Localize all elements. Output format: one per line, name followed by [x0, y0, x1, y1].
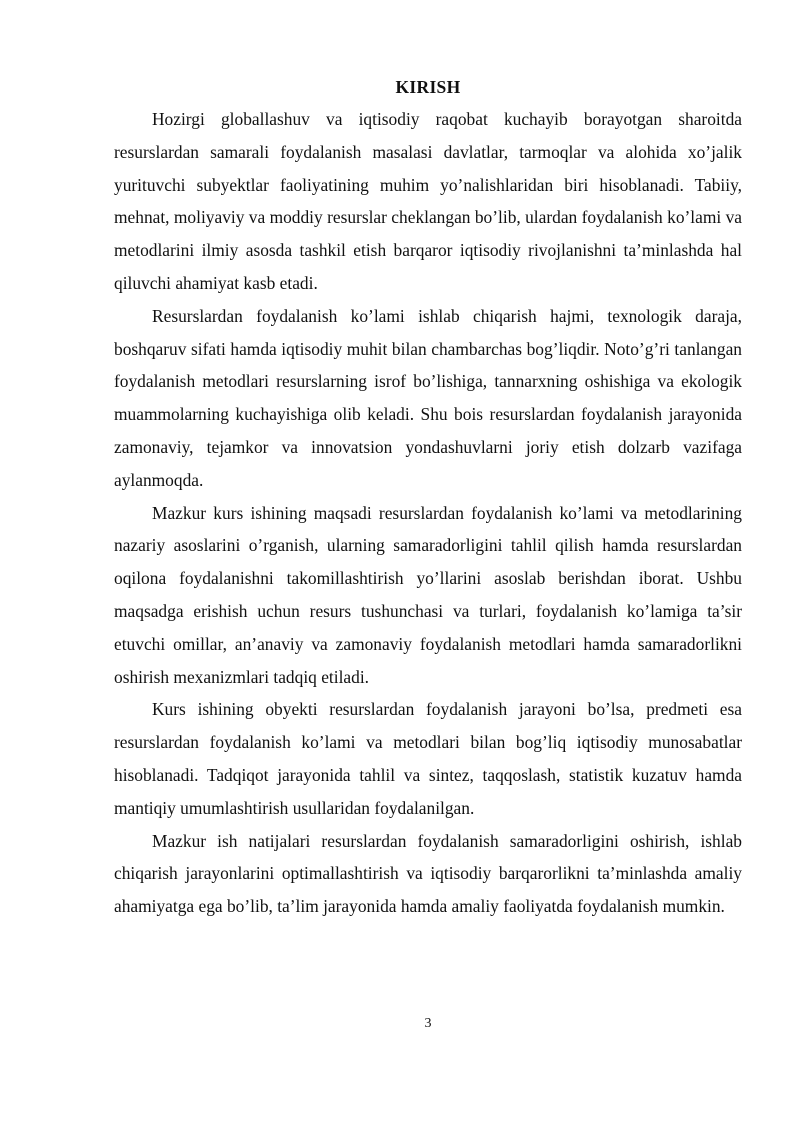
paragraph-3: Mazkur kurs ishining maqsadi resurslardan foydalanish ko’lami va metodlarining nazariy asoslarini o’rganish, ularning samaradorligini tahlil qilish hamda resurslardan oqilona foydalanishni takomillashtirish yo’llarini asoslab berishdan iborat. Ushbu maqsadga erishish uchun resurs tushunchasi va turlari, foydalanish ko’lamiga ta’sir etuvchi omillar, an’anaviy va zamonaviy foydalanish metodlari hamda samaradorlikni oshirish mexanizmlari tadqiq etiladi.	[114, 502, 742, 687]
paragraph-2: Resurslardan foydalanish ko’lami ishlab chiqarish hajmi, texnologik daraja, boshqaruv sifati hamda iqtisodiy muhit bilan chambarchas bog’liqdir. Noto’g’ri tanlangan foydalanish metodlari resurslarning isrof bo’lishiga, tannarxning oshishiga va ekologik muammolarning kuchayishiga olib keladi. Shu bois resurslardan foydalanish jarayonida zamonaviy, tejamkor va innovatsion yondashuvlarni joriy etish dolzarb vazifaga aylanmoqda.	[114, 305, 742, 490]
paragraph-5: Mazkur ish natijalari resurslardan foydalanish samaradorligini oshirish, ishlab chiqarish jarayonlarini optimallashtirish va iqtisodiy barqarorlikni ta’minlashda amaliy ahamiyatga ega bo’lib, ta’lim jarayonida hamda amaliy faoliyatda foydalanish mumkin.	[114, 830, 742, 917]
section-title: KIRISH	[395, 77, 461, 97]
body-text	[114, 103, 742, 923]
page-number: 3	[424, 1016, 432, 1031]
paragraph-4: Kurs ishining obyekti resurslardan foydalanish jarayoni bo’lsa, predmeti esa resurslardan foydalanish ko’lami va metodlari bilan bog’liq iqtisodiy munosabatlar hisoblanadi. Tadqiqot jarayonida tahlil va sintez, taqqoslash, statistik kuzatuv hamda mantiqiy umumlashtirish usullaridan foydalanilgan.	[114, 699, 742, 818]
paragraph-1: Hozirgi globallashuv va iqtisodiy raqobat kuchayib borayotgan sharoitda resurslardan samarali foydalanish masalasi davlatlar, tarmoqlar va alohida xo’jalik yurituvchi subyektlar faoliyatining muhim yo’nalishlaridan biri hisoblanadi. Tabiiy, mehnat, moliyaviy va moddiy resurslar cheklangan bo’lib, ulardan foydalanish ko’lami va metodlarini ilmiy asosda tashkil etish barqaror iqtisodiy rivojlanishni ta’minlashda hal qiluvchi ahamiyat kasb etadi.	[114, 109, 742, 293]
